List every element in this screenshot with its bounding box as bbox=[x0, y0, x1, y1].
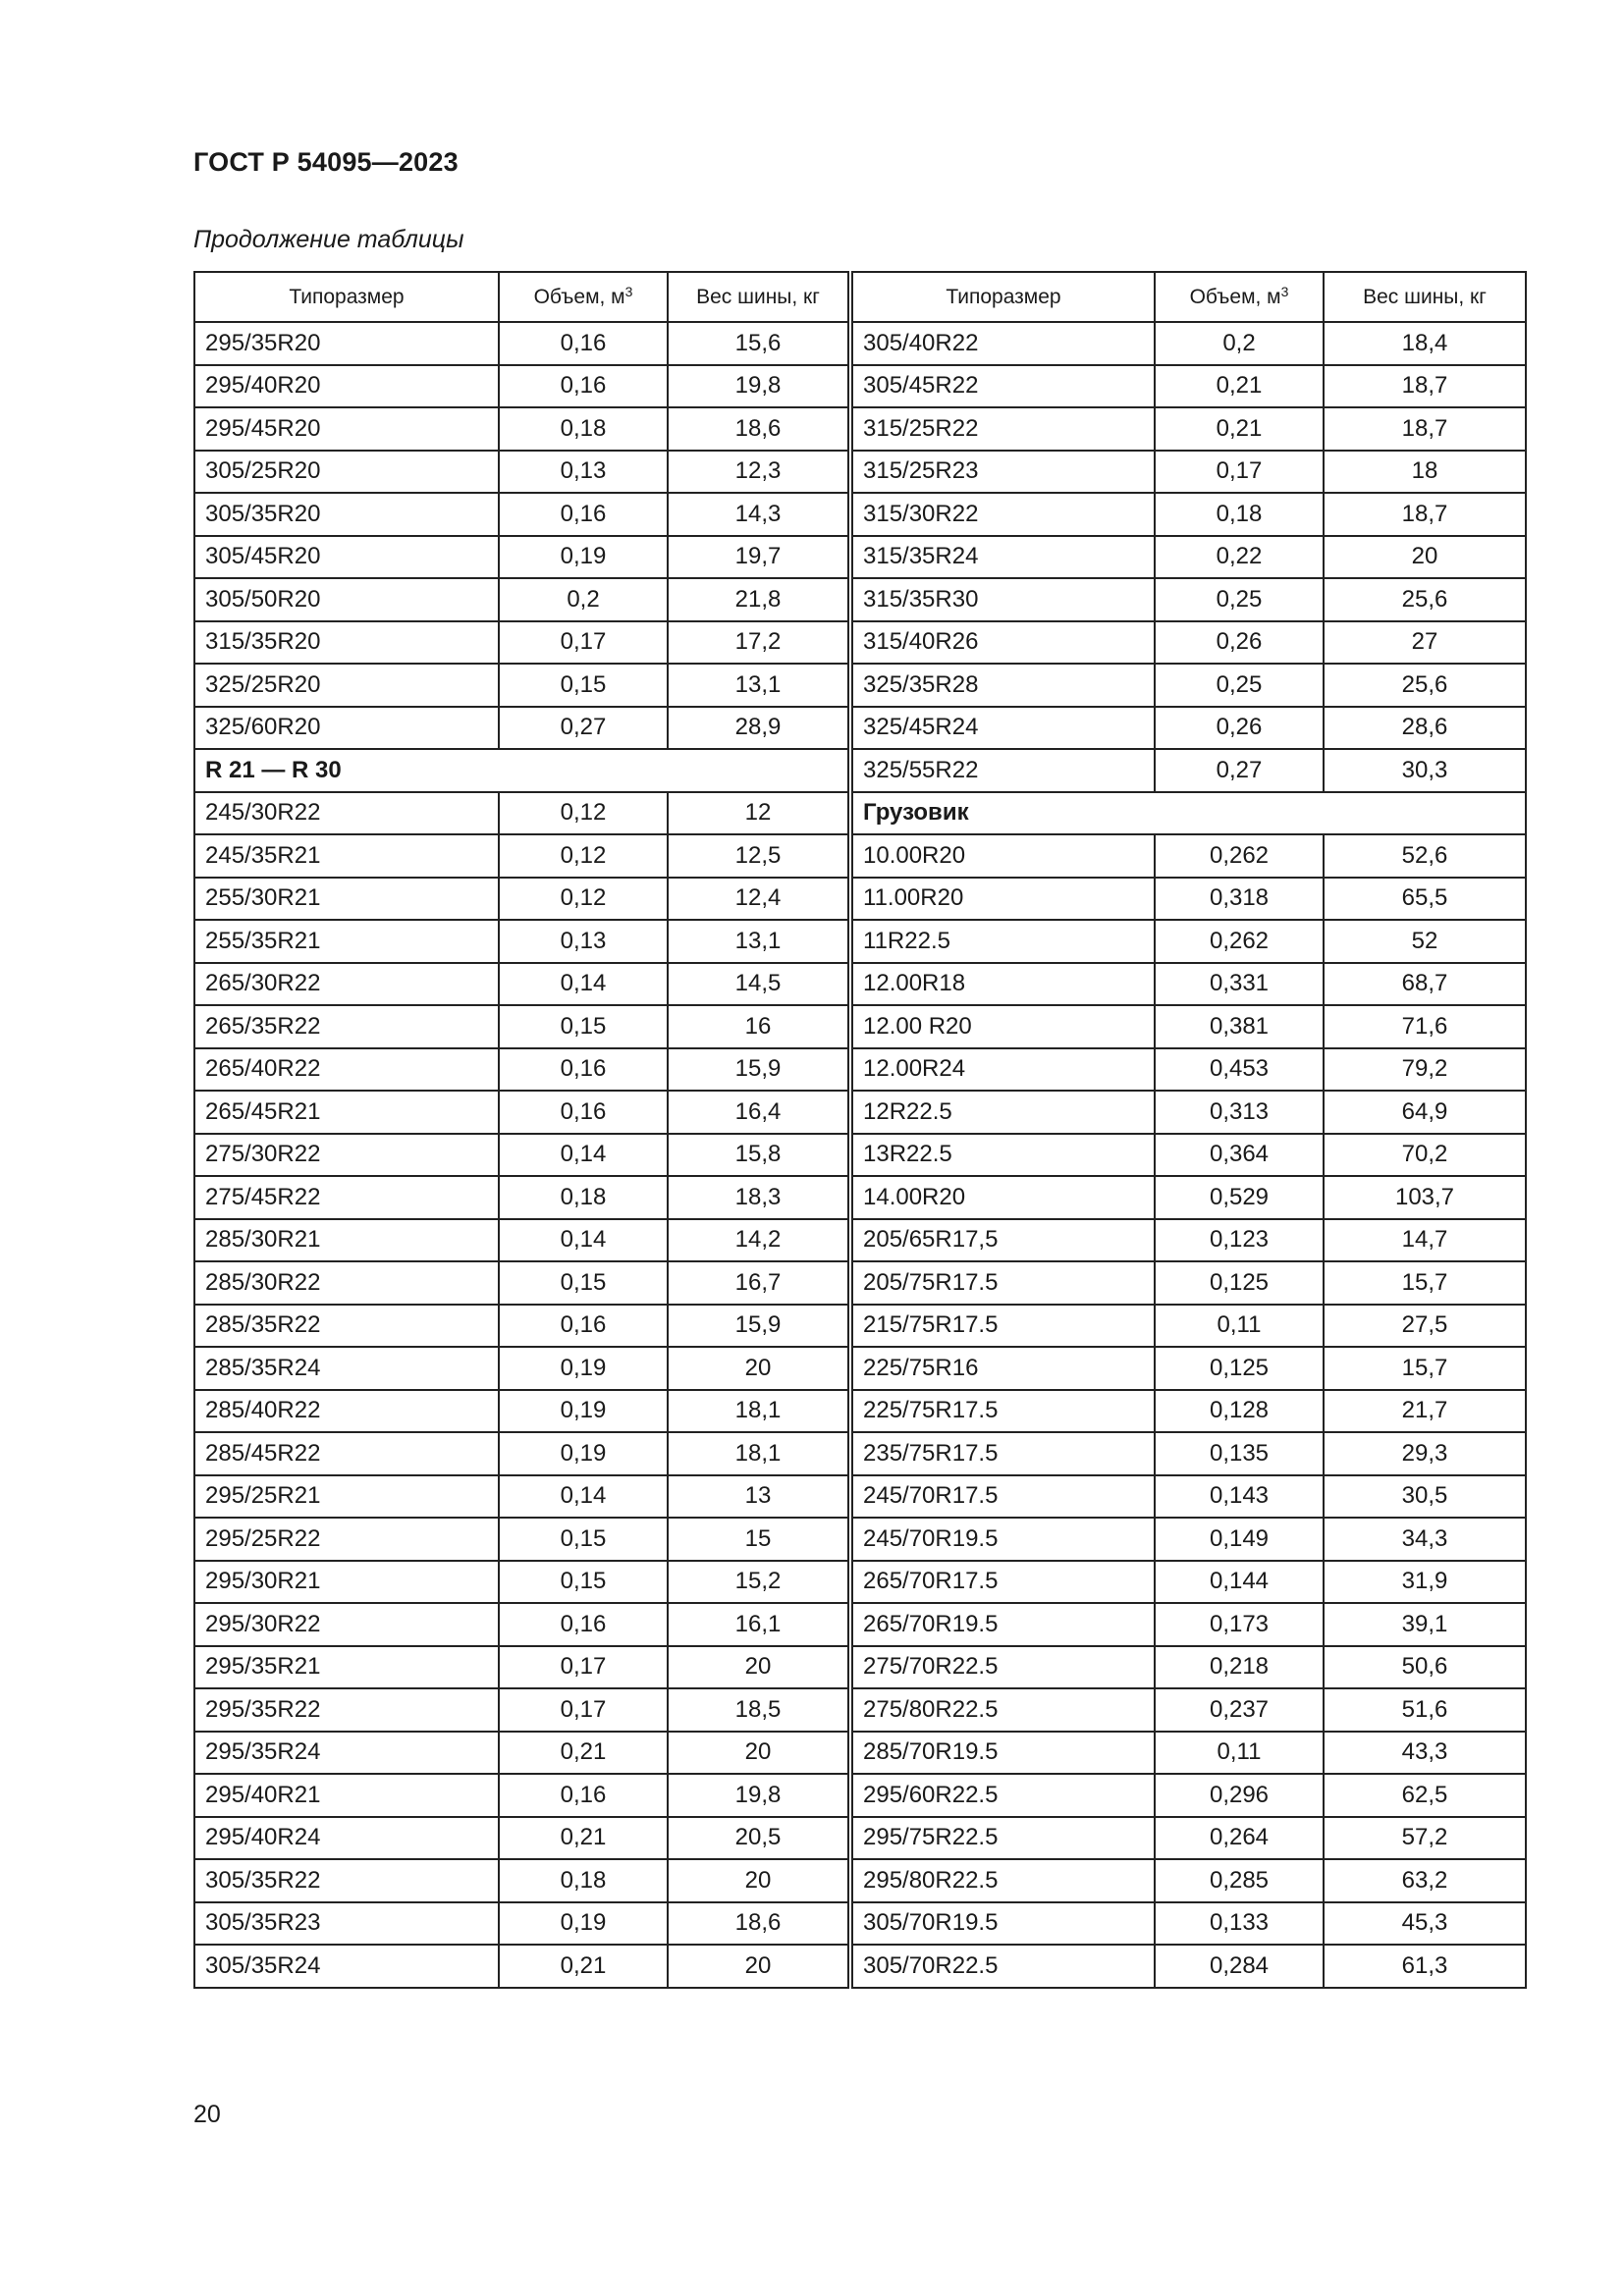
cell-weight: 16,1 bbox=[668, 1603, 850, 1646]
cell-weight: 103,7 bbox=[1324, 1176, 1526, 1219]
table-header-row bbox=[194, 272, 1526, 322]
table-row bbox=[194, 707, 1526, 750]
cell-size: 12.00 R20 bbox=[850, 1005, 1155, 1048]
table-row bbox=[194, 1261, 1526, 1305]
table-row bbox=[194, 322, 1526, 365]
cell-size: 205/75R17.5 bbox=[850, 1261, 1155, 1305]
section-header: Грузовик bbox=[850, 792, 1526, 835]
cell-volume: 0,17 bbox=[1155, 451, 1324, 494]
table-row bbox=[194, 1219, 1526, 1262]
cell-size: 325/55R22 bbox=[850, 749, 1155, 792]
cell-weight: 18,3 bbox=[668, 1176, 850, 1219]
cell-weight: 15,8 bbox=[668, 1134, 850, 1177]
document-title: ГОСТ Р 54095—2023 bbox=[193, 147, 459, 177]
cell-size: 295/35R20 bbox=[194, 322, 499, 365]
cell-size: 295/80R22.5 bbox=[850, 1859, 1155, 1902]
cell-weight: 21,8 bbox=[668, 578, 850, 621]
cell-size: 295/45R20 bbox=[194, 407, 499, 451]
cell-weight: 20 bbox=[1324, 536, 1526, 579]
cell-size: 265/45R21 bbox=[194, 1091, 499, 1134]
cell-weight: 50,6 bbox=[1324, 1646, 1526, 1689]
cell-volume: 0,19 bbox=[499, 1390, 668, 1433]
cell-weight: 13,1 bbox=[668, 664, 850, 707]
cell-size: 285/35R24 bbox=[194, 1347, 499, 1390]
cell-volume: 0,15 bbox=[499, 1518, 668, 1561]
cell-size: 295/35R24 bbox=[194, 1732, 499, 1775]
cell-size: 255/30R21 bbox=[194, 878, 499, 921]
table-row bbox=[194, 1347, 1526, 1390]
cell-volume: 0,16 bbox=[499, 493, 668, 536]
cell-size: 265/70R17.5 bbox=[850, 1561, 1155, 1604]
cell-weight: 52 bbox=[1324, 920, 1526, 963]
cell-weight: 16 bbox=[668, 1005, 850, 1048]
cell-weight: 52,6 bbox=[1324, 834, 1526, 878]
cell-size: 14.00R20 bbox=[850, 1176, 1155, 1219]
cell-volume: 0,21 bbox=[499, 1732, 668, 1775]
table-row bbox=[194, 1475, 1526, 1519]
cell-weight: 63,2 bbox=[1324, 1859, 1526, 1902]
cell-volume: 0,125 bbox=[1155, 1347, 1324, 1390]
cell-size: 315/35R24 bbox=[850, 536, 1155, 579]
cell-volume: 0,133 bbox=[1155, 1902, 1324, 1946]
cell-volume: 0,15 bbox=[499, 664, 668, 707]
cell-size: 12.00R18 bbox=[850, 963, 1155, 1006]
cell-volume: 0,237 bbox=[1155, 1688, 1324, 1732]
cell-weight: 15,7 bbox=[1324, 1261, 1526, 1305]
cell-size: 245/70R17.5 bbox=[850, 1475, 1155, 1519]
cell-size: 245/35R21 bbox=[194, 834, 499, 878]
cell-weight: 43,3 bbox=[1324, 1732, 1526, 1775]
cell-volume: 0,381 bbox=[1155, 1005, 1324, 1048]
cell-weight: 18,7 bbox=[1324, 407, 1526, 451]
cell-weight: 14,5 bbox=[668, 963, 850, 1006]
cell-weight: 18,6 bbox=[668, 1902, 850, 1946]
cell-volume: 0,16 bbox=[499, 1305, 668, 1348]
header-volume-left bbox=[499, 272, 668, 322]
header-weight-left: Вес шины, кг bbox=[668, 272, 850, 322]
cell-size: 295/40R24 bbox=[194, 1817, 499, 1860]
cell-volume: 0,12 bbox=[499, 834, 668, 878]
cell-volume: 0,144 bbox=[1155, 1561, 1324, 1604]
table-row bbox=[194, 834, 1526, 878]
cell-size: 11.00R20 bbox=[850, 878, 1155, 921]
cell-weight: 12,3 bbox=[668, 451, 850, 494]
cell-weight: 70,2 bbox=[1324, 1134, 1526, 1177]
cell-volume: 0,173 bbox=[1155, 1603, 1324, 1646]
table-row bbox=[194, 1688, 1526, 1732]
table-row bbox=[194, 664, 1526, 707]
cell-volume: 0,123 bbox=[1155, 1219, 1324, 1262]
cell-size: 285/30R22 bbox=[194, 1261, 499, 1305]
cell-volume: 0,27 bbox=[1155, 749, 1324, 792]
cell-volume: 0,318 bbox=[1155, 878, 1324, 921]
cell-size: 305/40R22 bbox=[850, 322, 1155, 365]
cell-weight: 12,5 bbox=[668, 834, 850, 878]
cell-weight: 64,9 bbox=[1324, 1091, 1526, 1134]
page-number: 20 bbox=[193, 2101, 221, 2128]
cell-size: 295/60R22.5 bbox=[850, 1774, 1155, 1817]
cell-volume: 0,19 bbox=[499, 1347, 668, 1390]
cell-size: 265/70R19.5 bbox=[850, 1603, 1155, 1646]
cell-volume: 0,21 bbox=[1155, 407, 1324, 451]
cell-volume: 0,14 bbox=[499, 1134, 668, 1177]
cell-volume: 0,285 bbox=[1155, 1859, 1324, 1902]
cell-size: 295/25R22 bbox=[194, 1518, 499, 1561]
cell-volume: 0,14 bbox=[499, 1219, 668, 1262]
cell-volume: 0,11 bbox=[1155, 1732, 1324, 1775]
cell-volume: 0,26 bbox=[1155, 707, 1324, 750]
cell-weight: 30,3 bbox=[1324, 749, 1526, 792]
cell-size: 11R22.5 bbox=[850, 920, 1155, 963]
cell-weight: 15,7 bbox=[1324, 1347, 1526, 1390]
header-volume-label: Объем, м bbox=[533, 285, 625, 308]
cell-weight: 13 bbox=[668, 1475, 850, 1519]
cell-weight: 20,5 bbox=[668, 1817, 850, 1860]
table-caption: Продолжение таблицы bbox=[193, 226, 464, 253]
cell-volume: 0,262 bbox=[1155, 920, 1324, 963]
cell-size: 225/75R16 bbox=[850, 1347, 1155, 1390]
cell-volume: 0,262 bbox=[1155, 834, 1324, 878]
cell-weight: 17,2 bbox=[668, 621, 850, 665]
cell-size: 285/40R22 bbox=[194, 1390, 499, 1433]
cell-size: 245/70R19.5 bbox=[850, 1518, 1155, 1561]
cell-weight: 34,3 bbox=[1324, 1518, 1526, 1561]
cell-weight: 18,1 bbox=[668, 1390, 850, 1433]
cell-weight: 15,6 bbox=[668, 322, 850, 365]
cell-size: 295/35R22 bbox=[194, 1688, 499, 1732]
table-row bbox=[194, 1134, 1526, 1177]
table-row bbox=[194, 1518, 1526, 1561]
table-row bbox=[194, 621, 1526, 665]
cell-volume: 0,12 bbox=[499, 792, 668, 835]
cell-size: 285/45R22 bbox=[194, 1432, 499, 1475]
table-row bbox=[194, 1390, 1526, 1433]
cell-weight: 18,7 bbox=[1324, 365, 1526, 408]
cell-weight: 21,7 bbox=[1324, 1390, 1526, 1433]
cell-size: 13R22.5 bbox=[850, 1134, 1155, 1177]
cell-weight: 27 bbox=[1324, 621, 1526, 665]
table-row bbox=[194, 1859, 1526, 1902]
cell-weight: 25,6 bbox=[1324, 578, 1526, 621]
table-body bbox=[194, 322, 1526, 1988]
cell-weight: 19,7 bbox=[668, 536, 850, 579]
cell-volume: 0,12 bbox=[499, 878, 668, 921]
cell-size: 325/60R20 bbox=[194, 707, 499, 750]
cell-volume: 0,21 bbox=[499, 1945, 668, 1988]
table-row bbox=[194, 578, 1526, 621]
table-row bbox=[194, 963, 1526, 1006]
cell-size: 295/75R22.5 bbox=[850, 1817, 1155, 1860]
cell-volume: 0,296 bbox=[1155, 1774, 1324, 1817]
cell-size: 275/45R22 bbox=[194, 1176, 499, 1219]
cell-weight: 39,1 bbox=[1324, 1603, 1526, 1646]
cell-weight: 18,5 bbox=[668, 1688, 850, 1732]
cell-volume: 0,27 bbox=[499, 707, 668, 750]
cell-weight: 13,1 bbox=[668, 920, 850, 963]
cell-weight: 20 bbox=[668, 1347, 850, 1390]
table-row bbox=[194, 365, 1526, 408]
cell-weight: 18,6 bbox=[668, 407, 850, 451]
cell-volume: 0,22 bbox=[1155, 536, 1324, 579]
cell-size: 255/35R21 bbox=[194, 920, 499, 963]
cell-weight: 15,2 bbox=[668, 1561, 850, 1604]
cell-weight: 16,4 bbox=[668, 1091, 850, 1134]
cell-volume: 0,18 bbox=[499, 1859, 668, 1902]
cell-volume: 0,26 bbox=[1155, 621, 1324, 665]
cell-volume: 0,364 bbox=[1155, 1134, 1324, 1177]
table-row bbox=[194, 1561, 1526, 1604]
cell-weight: 12 bbox=[668, 792, 850, 835]
cell-volume: 0,14 bbox=[499, 1475, 668, 1519]
section-header: R 21 — R 30 bbox=[194, 749, 850, 792]
cell-weight: 20 bbox=[668, 1945, 850, 1988]
cell-size: 305/25R20 bbox=[194, 451, 499, 494]
cell-volume: 0,16 bbox=[499, 1091, 668, 1134]
cell-volume: 0,19 bbox=[499, 1902, 668, 1946]
cell-volume: 0,18 bbox=[499, 1176, 668, 1219]
cell-volume: 0,15 bbox=[499, 1005, 668, 1048]
cell-volume: 0,128 bbox=[1155, 1390, 1324, 1433]
table-row bbox=[194, 1176, 1526, 1219]
cell-weight: 18,4 bbox=[1324, 322, 1526, 365]
cell-volume: 0,331 bbox=[1155, 963, 1324, 1006]
cell-size: 10.00R20 bbox=[850, 834, 1155, 878]
cell-volume: 0,17 bbox=[499, 1688, 668, 1732]
cell-weight: 14,3 bbox=[668, 493, 850, 536]
cell-volume: 0,13 bbox=[499, 451, 668, 494]
header-volume-sup: 3 bbox=[624, 283, 633, 299]
cell-volume: 0,149 bbox=[1155, 1518, 1324, 1561]
cell-weight: 18,7 bbox=[1324, 493, 1526, 536]
cell-weight: 28,9 bbox=[668, 707, 850, 750]
cell-weight: 14,2 bbox=[668, 1219, 850, 1262]
cell-weight: 20 bbox=[668, 1732, 850, 1775]
cell-weight: 61,3 bbox=[1324, 1945, 1526, 1988]
header-weight-right: Вес шины, кг bbox=[1324, 272, 1526, 322]
cell-volume: 0,453 bbox=[1155, 1048, 1324, 1092]
table-row bbox=[194, 749, 1526, 792]
cell-volume: 0,135 bbox=[1155, 1432, 1324, 1475]
tire-table bbox=[193, 271, 1527, 1989]
table-row bbox=[194, 451, 1526, 494]
header-volume-right bbox=[1155, 272, 1324, 322]
header-size-right: Типоразмер bbox=[850, 272, 1155, 322]
cell-weight: 28,6 bbox=[1324, 707, 1526, 750]
table-row bbox=[194, 1646, 1526, 1689]
cell-volume: 0,218 bbox=[1155, 1646, 1324, 1689]
cell-size: 285/70R19.5 bbox=[850, 1732, 1155, 1775]
cell-weight: 27,5 bbox=[1324, 1305, 1526, 1348]
cell-weight: 65,5 bbox=[1324, 878, 1526, 921]
cell-size: 265/40R22 bbox=[194, 1048, 499, 1092]
cell-size: 225/75R17.5 bbox=[850, 1390, 1155, 1433]
cell-size: 275/30R22 bbox=[194, 1134, 499, 1177]
cell-weight: 30,5 bbox=[1324, 1475, 1526, 1519]
cell-size: 12.00R24 bbox=[850, 1048, 1155, 1092]
cell-size: 305/70R22.5 bbox=[850, 1945, 1155, 1988]
cell-size: 325/25R20 bbox=[194, 664, 499, 707]
table-row bbox=[194, 1603, 1526, 1646]
cell-volume: 0,17 bbox=[499, 621, 668, 665]
cell-size: 12R22.5 bbox=[850, 1091, 1155, 1134]
cell-volume: 0,2 bbox=[1155, 322, 1324, 365]
table-row bbox=[194, 1432, 1526, 1475]
cell-volume: 0,21 bbox=[499, 1817, 668, 1860]
cell-weight: 62,5 bbox=[1324, 1774, 1526, 1817]
cell-size: 245/30R22 bbox=[194, 792, 499, 835]
table-row bbox=[194, 1902, 1526, 1946]
cell-volume: 0,264 bbox=[1155, 1817, 1324, 1860]
table-row bbox=[194, 1305, 1526, 1348]
cell-size: 305/45R22 bbox=[850, 365, 1155, 408]
cell-volume: 0,143 bbox=[1155, 1475, 1324, 1519]
cell-size: 295/30R22 bbox=[194, 1603, 499, 1646]
cell-weight: 68,7 bbox=[1324, 963, 1526, 1006]
table-row bbox=[194, 1945, 1526, 1988]
cell-volume: 0,17 bbox=[499, 1646, 668, 1689]
cell-volume: 0,19 bbox=[499, 1432, 668, 1475]
cell-size: 315/25R23 bbox=[850, 451, 1155, 494]
table-row bbox=[194, 407, 1526, 451]
cell-volume: 0,2 bbox=[499, 578, 668, 621]
cell-size: 315/35R30 bbox=[850, 578, 1155, 621]
table-row bbox=[194, 1774, 1526, 1817]
cell-size: 295/30R21 bbox=[194, 1561, 499, 1604]
cell-size: 265/30R22 bbox=[194, 963, 499, 1006]
cell-weight: 71,6 bbox=[1324, 1005, 1526, 1048]
cell-weight: 31,9 bbox=[1324, 1561, 1526, 1604]
cell-volume: 0,313 bbox=[1155, 1091, 1324, 1134]
cell-weight: 20 bbox=[668, 1646, 850, 1689]
cell-weight: 15 bbox=[668, 1518, 850, 1561]
cell-size: 305/70R19.5 bbox=[850, 1902, 1155, 1946]
cell-size: 315/35R20 bbox=[194, 621, 499, 665]
cell-weight: 19,8 bbox=[668, 1774, 850, 1817]
cell-size: 265/35R22 bbox=[194, 1005, 499, 1048]
table-row bbox=[194, 493, 1526, 536]
cell-volume: 0,13 bbox=[499, 920, 668, 963]
cell-weight: 15,9 bbox=[668, 1048, 850, 1092]
table-row bbox=[194, 1732, 1526, 1775]
cell-size: 205/65R17,5 bbox=[850, 1219, 1155, 1262]
cell-weight: 29,3 bbox=[1324, 1432, 1526, 1475]
cell-size: 235/75R17.5 bbox=[850, 1432, 1155, 1475]
table-row bbox=[194, 920, 1526, 963]
cell-size: 305/45R20 bbox=[194, 536, 499, 579]
cell-volume: 0,25 bbox=[1155, 664, 1324, 707]
cell-size: 295/25R21 bbox=[194, 1475, 499, 1519]
cell-volume: 0,18 bbox=[1155, 493, 1324, 536]
cell-volume: 0,16 bbox=[499, 322, 668, 365]
cell-size: 285/30R21 bbox=[194, 1219, 499, 1262]
cell-size: 305/35R20 bbox=[194, 493, 499, 536]
cell-size: 215/75R17.5 bbox=[850, 1305, 1155, 1348]
cell-volume: 0,25 bbox=[1155, 578, 1324, 621]
cell-weight: 18 bbox=[1324, 451, 1526, 494]
cell-volume: 0,14 bbox=[499, 963, 668, 1006]
table-row bbox=[194, 792, 1526, 835]
cell-size: 295/40R21 bbox=[194, 1774, 499, 1817]
cell-size: 295/35R21 bbox=[194, 1646, 499, 1689]
table-row bbox=[194, 1005, 1526, 1048]
cell-volume: 0,16 bbox=[499, 365, 668, 408]
cell-size: 305/50R20 bbox=[194, 578, 499, 621]
cell-weight: 16,7 bbox=[668, 1261, 850, 1305]
cell-weight: 51,6 bbox=[1324, 1688, 1526, 1732]
cell-size: 315/40R26 bbox=[850, 621, 1155, 665]
header-volume-label: Объем, м bbox=[1189, 285, 1281, 308]
cell-size: 275/70R22.5 bbox=[850, 1646, 1155, 1689]
cell-volume: 0,284 bbox=[1155, 1945, 1324, 1988]
cell-size: 305/35R22 bbox=[194, 1859, 499, 1902]
cell-size: 275/80R22.5 bbox=[850, 1688, 1155, 1732]
table-row bbox=[194, 1091, 1526, 1134]
cell-volume: 0,16 bbox=[499, 1774, 668, 1817]
cell-volume: 0,125 bbox=[1155, 1261, 1324, 1305]
cell-weight: 20 bbox=[668, 1859, 850, 1902]
cell-volume: 0,16 bbox=[499, 1048, 668, 1092]
cell-weight: 79,2 bbox=[1324, 1048, 1526, 1092]
header-volume-sup: 3 bbox=[1280, 283, 1289, 299]
cell-size: 295/40R20 bbox=[194, 365, 499, 408]
cell-volume: 0,18 bbox=[499, 407, 668, 451]
table-row bbox=[194, 1817, 1526, 1860]
header-size-left: Типоразмер bbox=[194, 272, 499, 322]
table-row bbox=[194, 878, 1526, 921]
cell-weight: 18,1 bbox=[668, 1432, 850, 1475]
cell-size: 315/25R22 bbox=[850, 407, 1155, 451]
cell-size: 285/35R22 bbox=[194, 1305, 499, 1348]
cell-weight: 57,2 bbox=[1324, 1817, 1526, 1860]
cell-weight: 15,9 bbox=[668, 1305, 850, 1348]
table-row bbox=[194, 1048, 1526, 1092]
cell-size: 315/30R22 bbox=[850, 493, 1155, 536]
cell-size: 325/35R28 bbox=[850, 664, 1155, 707]
cell-size: 325/45R24 bbox=[850, 707, 1155, 750]
cell-weight: 45,3 bbox=[1324, 1902, 1526, 1946]
cell-weight: 14,7 bbox=[1324, 1219, 1526, 1262]
cell-size: 305/35R24 bbox=[194, 1945, 499, 1988]
cell-size: 305/35R23 bbox=[194, 1902, 499, 1946]
cell-volume: 0,19 bbox=[499, 536, 668, 579]
cell-weight: 19,8 bbox=[668, 365, 850, 408]
cell-volume: 0,529 bbox=[1155, 1176, 1324, 1219]
table-row bbox=[194, 536, 1526, 579]
cell-volume: 0,11 bbox=[1155, 1305, 1324, 1348]
cell-volume: 0,21 bbox=[1155, 365, 1324, 408]
cell-weight: 25,6 bbox=[1324, 664, 1526, 707]
cell-volume: 0,15 bbox=[499, 1561, 668, 1604]
cell-volume: 0,16 bbox=[499, 1603, 668, 1646]
cell-volume: 0,15 bbox=[499, 1261, 668, 1305]
cell-weight: 12,4 bbox=[668, 878, 850, 921]
